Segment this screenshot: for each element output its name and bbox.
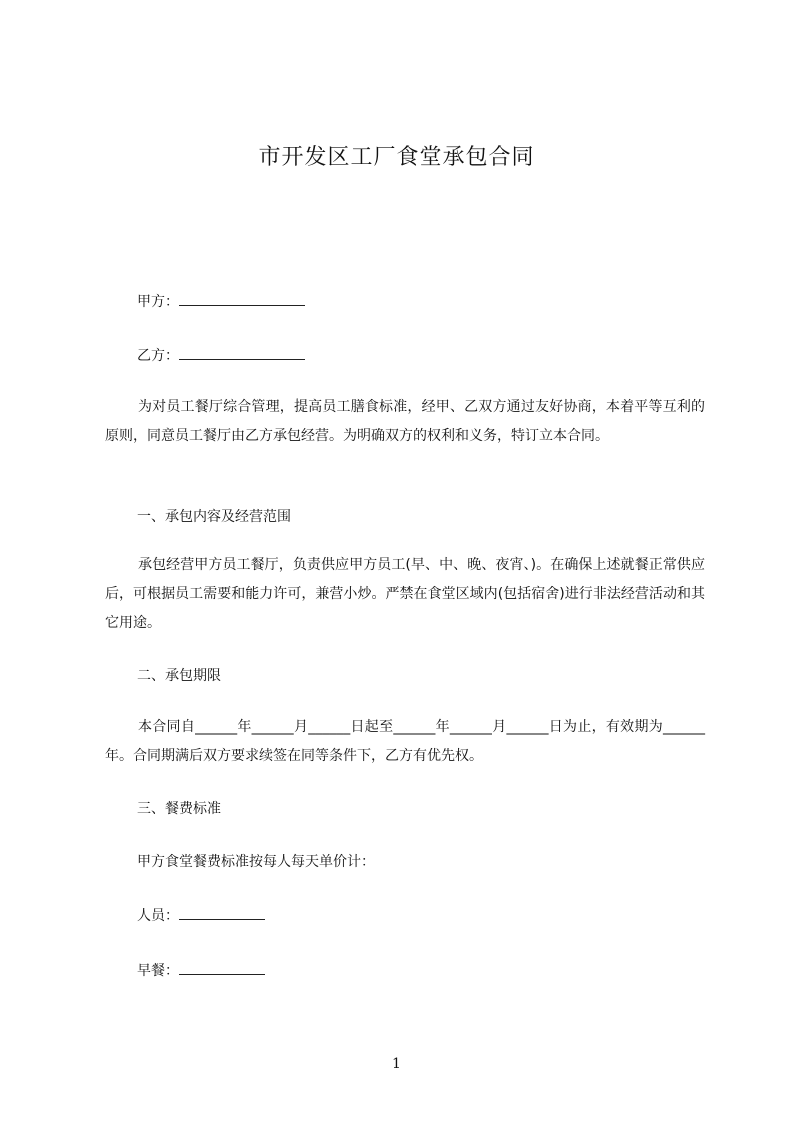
party-b-blank [179, 345, 305, 360]
staff-label: 人员： [137, 908, 179, 924]
section-3-heading: 三、餐费标准 [137, 801, 221, 817]
section-2-paragraph: 本合同自______年______月______日起至______年______月______日为止，有效期为______年。合同期满后双方要求续签在同等条件下，乙方有优先权。 [105, 719, 705, 764]
breakfast-line [137, 960, 265, 980]
document-title: 市开发区工厂食堂承包合同 [258, 145, 535, 170]
party-a-label: 甲方： [137, 294, 179, 310]
party-b-label: 乙方： [137, 348, 179, 364]
section-1-heading: 一、承包内容及经营范围 [137, 509, 291, 525]
party-a-line [137, 291, 305, 311]
breakfast-label: 早餐： [137, 963, 179, 979]
intro-paragraph: 为对员工餐厅综合管理，提高员工膳食标准，经甲、乙双方通过友好协商，本着平等互利的原则，同意员工餐厅由乙方承包经营。为明确双方的权利和义务，特订立本合同。 [105, 399, 705, 444]
breakfast-blank [179, 960, 265, 975]
party-a-blank [179, 291, 305, 306]
staff-line [137, 905, 265, 925]
section-2-heading: 二、承包期限 [137, 668, 221, 684]
page-number: 1 [392, 1056, 401, 1072]
party-b-line [137, 345, 305, 365]
section-1-paragraph: 承包经营甲方员工餐厅，负责供应甲方员工(早、中、晚、夜宵、)。在确保上述就餐正常供应后，可根据员工需要和能力许可，兼营小炒。严禁在食堂区域内(包括宿舍)进行非法经营活动和其它用途。 [105, 557, 705, 631]
section-3-paragraph: 甲方食堂餐费标准按每人每天单价计： [137, 854, 375, 870]
staff-blank [179, 905, 265, 920]
